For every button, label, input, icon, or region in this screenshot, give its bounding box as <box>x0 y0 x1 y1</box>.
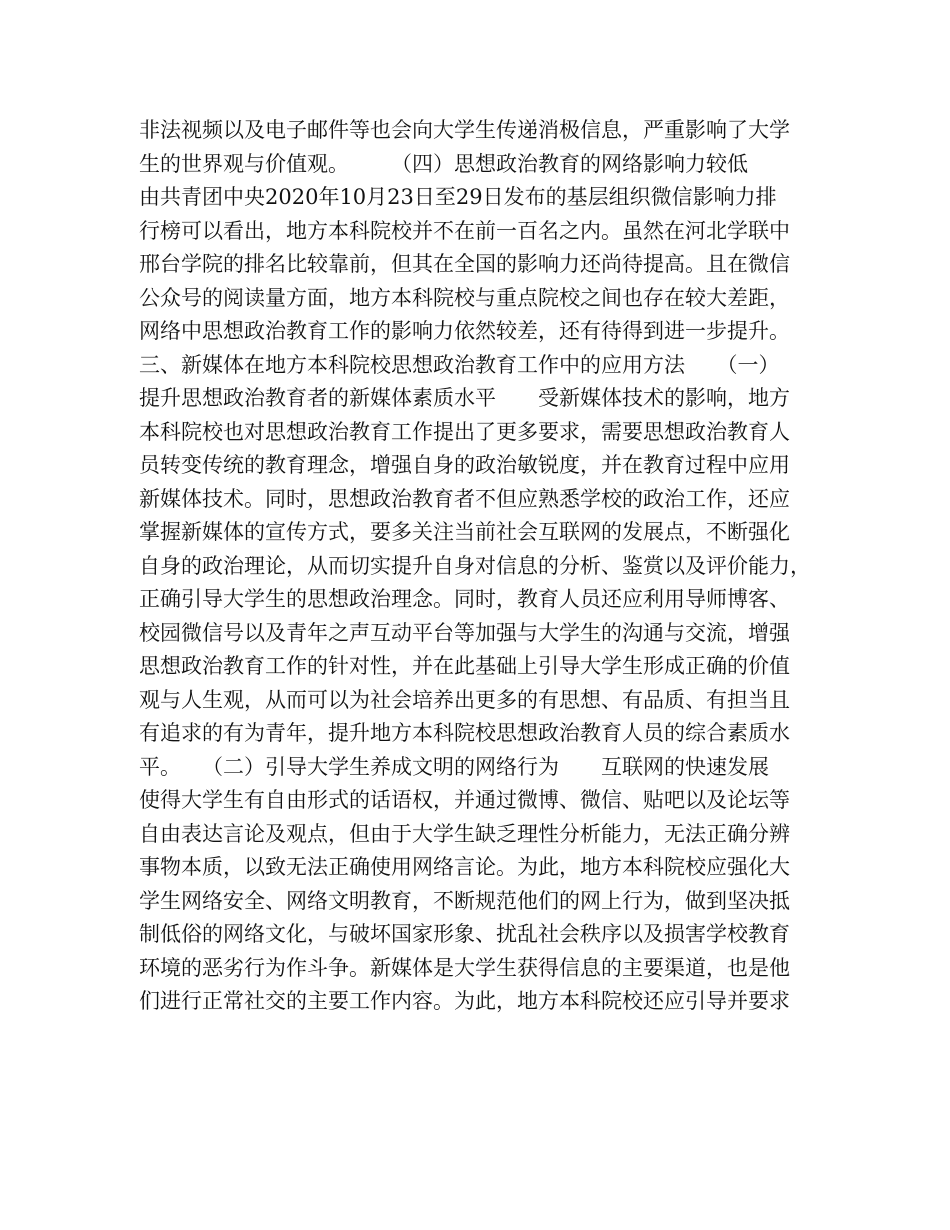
text-line: 行榜可以看出，地方本科院校并不在前一百名之内。虽然在河北学联中 <box>139 218 790 243</box>
text-line: 网络中思想政治教育工作的影响力依然较差，还有待得到进一步提升。 <box>139 319 790 343</box>
text-line: 事物本质，以致无法正确使用网络言论。为此，地方本科院校应强化大 <box>139 855 790 879</box>
text-line: 邢台学院的排名比较靠前，但其在全国的影响力还尚待提高。且在微信 <box>139 252 790 276</box>
text-line: 由共青团中央2020年10月23日至29日发布的基层组织微信影响力排 <box>139 185 777 209</box>
text-line: 本科院校也对思想政治教育工作提出了更多要求，需要思想政治教育人 <box>139 419 790 444</box>
text-line: 学生网络安全、网络文明教育，不断规范他们的网上行为，做到坚决抵 <box>139 888 790 913</box>
text-line: 有追求的有为青年，提升地方本科院校思想政治教育人员的综合素质水 <box>139 721 790 745</box>
section-heading-line: 三、新媒体在地方本科院校思想政治教育工作中的应用方法 （一） <box>139 352 780 377</box>
text-line: 生的世界观与价值观。 （四）思想政治教育的网络影响力较低 <box>139 151 748 176</box>
text-line: 新媒体技术。同时，思想政治教育者不但应熟悉学校的政治工作，还应 <box>139 486 790 511</box>
text-line: 平。 （二）引导大学生养成文明的网络行为 互联网的快速发展 <box>139 754 769 779</box>
text-line: 环境的恶劣行为作斗争。新媒体是大学生获得信息的主要渠道，也是他 <box>139 955 790 980</box>
text-line: 自由表达言论及观点，但由于大学生缺乏理性分析能力，无法正确分辨 <box>139 821 790 846</box>
text-line: 提升思想政治教育者的新媒体素质水平 受新媒体技术的影响，地方 <box>139 386 790 410</box>
text-line: 校园微信号以及青年之声互动平台等加强与大学生的沟通与交流，增强 <box>139 620 790 645</box>
text-line: 观与人生观，从而可以为社会培养出更多的有思想、有品质、有担当且 <box>139 687 790 712</box>
text-line: 制低俗的网络文化，与破坏国家形象、扰乱社会秩序以及损害学校教育 <box>139 922 790 946</box>
text-line: 员转变传统的教育理念，增强自身的政治敏锐度，并在教育过程中应用 <box>139 453 790 477</box>
text-line: 正确引导大学生的思想政治理念。同时，教育人员还应利用导师博客、 <box>139 587 790 611</box>
text-line: 们进行正常社交的主要工作内容。为此，地方本科院校还应引导并要求 <box>139 989 790 1013</box>
text-line: 公众号的阅读量方面，地方本科院校与重点院校之间也存在较大差距， <box>139 285 790 310</box>
text-line: 自身的政治理论，从而切实提升自身对信息的分析、鉴赏以及评价能力， <box>139 553 811 578</box>
text-line: 掌握新媒体的宣传方式，要多关注当前社会互联网的发展点，不断强化 <box>139 520 790 544</box>
text-line: 非法视频以及电子邮件等也会向大学生传递消极信息，严重影响了大学 <box>139 118 790 142</box>
text-line: 使得大学生有自由形式的话语权，并通过微博、微信、贴吧以及论坛等 <box>139 788 790 812</box>
text-line: 思想政治教育工作的针对性，并在此基础上引导大学生形成正确的价值 <box>139 654 790 678</box>
body-text <box>139 114 819 1019</box>
